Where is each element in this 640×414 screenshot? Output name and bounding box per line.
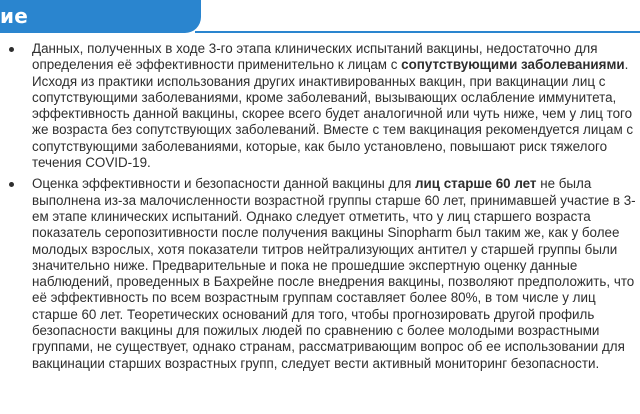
bullet-dot-icon (9, 182, 14, 187)
bullet-text-bold: сопутствующими заболеваниями (401, 57, 625, 73)
bullet-dot-icon (9, 47, 14, 52)
header-divider (195, 31, 640, 33)
bullet-text-part: Оценка эффективности и безопасности данной вакцины для (32, 176, 416, 192)
section-header-tab (0, 0, 201, 33)
bullet-text-bold: лиц старше 60 лет (415, 176, 537, 192)
bullet-item-comorbidities (0, 41, 640, 171)
section-title: ие (0, 4, 28, 28)
bullet-text-part: . Исходя из практики использования других инактивированных вакцин, при вакцинации лиц с сопутствующими заболеваниями, кроме заболеваний, вызывающих ослабление иммунитета, эффективность данной вакцины, скорее всего будет аналогичной или чуть ниже, чем у лиц того же возраста без сопутствующих заболеваний. Вместе с тем вакцинация рекомендуется лицам с сопутствующими заболеваниями, которые, как было установлено, повышают риск тяжелого течения COVID-19. (32, 57, 634, 171)
bullet-item-elderly (0, 176, 640, 372)
bullet-text (32, 176, 636, 372)
bullet-text-part: не была выполнена из-за малочисленности возрастной группы старше 60 лет, принимавшей участие в 3-ем этапе клинических испытаний. Однако следует отметить, что у лиц старшего возраста показатель серопозитивности после получения вакцины Sinopharm был таким же, как у более молодых взрослых, хотя показатели титров нейтрализующих антител у старшей группы были значительно ниже. Предварительные и пока не прошедшие экспертную оценку данные наблюдений, проведенных в Бахрейне после внедрения вакцины, позволяют предположить, что её эффективность по всем возрастным группам составляет более 80%, в том числе у лиц старше 60 лет. Теоретических оснований для того, чтобы прогнозировать другой профиль безопасности вакцины для пожилых людей по сравнению с более молодыми возрастными группами, не существует, однако странам, рассматривающим вопрос об ее использовании для вакцинации старших возрастных групп, следует вести активный мониторинг безопасности. (32, 176, 636, 371)
bullet-text (32, 41, 636, 171)
bullet-text-part: Данных, полученных в ходе 3-го этапа клинических испытаний вакцины, недостаточно для определения её эффективности применительно к лицам с (32, 41, 598, 73)
page-bottom-edge (0, 410, 640, 414)
bullet-list (0, 41, 640, 377)
